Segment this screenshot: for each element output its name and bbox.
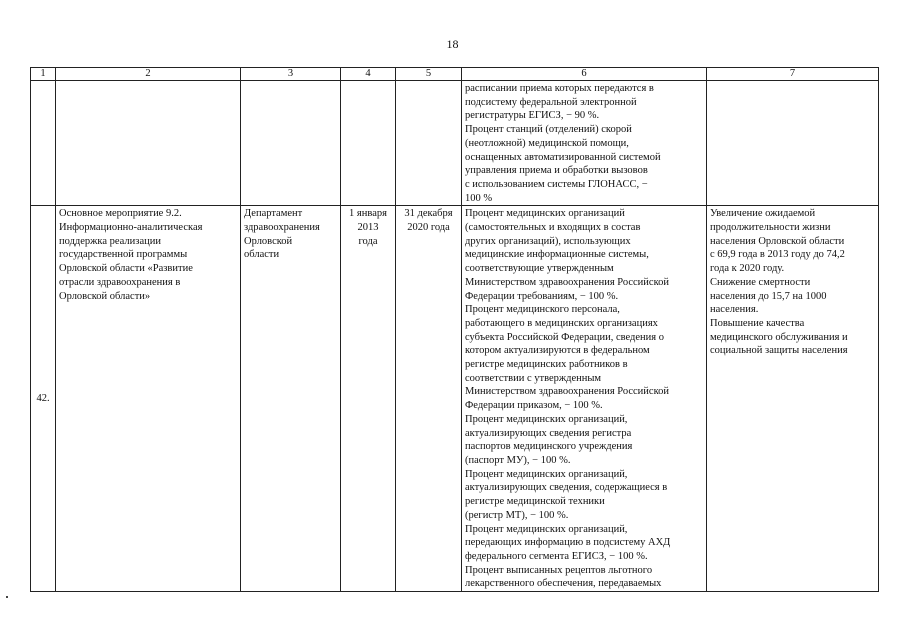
text-line: регистре медицинских работников в (465, 359, 628, 371)
text-line: поддержка реализации (59, 235, 161, 247)
text-line: Орловской области «Развитие (59, 263, 193, 275)
text-line: Министерством здравоохранения Российской (465, 386, 670, 398)
text-line: Федерации приказом, − 100 %. (465, 400, 603, 412)
text-line: Департамент (244, 208, 303, 220)
text-line: 100 % (465, 192, 493, 204)
text-line: регистратуры ЕГИСЗ, − 90 %. (465, 110, 600, 122)
text-line: лекарственного обеспечения, передаваемых (465, 578, 662, 590)
text-line: Снижение смертности (710, 276, 811, 288)
text-line: Орловской (244, 235, 293, 247)
text-line: медицинского обслуживания и (710, 331, 848, 343)
text-line: Процент медицинских организаций, (465, 523, 628, 535)
text-line: Процент выписанных рецептов льготного (465, 564, 653, 576)
text-line: котором актуализируются в федеральном (465, 345, 650, 357)
text-line: здравоохранения (244, 222, 320, 234)
column-header-3: 3 (241, 68, 341, 81)
text-line: социальной защиты населения (710, 345, 848, 357)
text-line: с 69,9 года в 2013 году до 74,2 (710, 249, 845, 261)
page-number: 18 (446, 37, 459, 51)
table-row-42 (31, 206, 879, 592)
text-line: соответствующие утвержденным (465, 263, 614, 275)
start-date-cell (341, 206, 396, 592)
column-header-2: 2 (56, 68, 241, 81)
text-line: года к 2020 году. (710, 263, 785, 275)
continuation-cell-5 (396, 81, 462, 206)
text-line: паспортов медицинского учреждения (465, 441, 633, 453)
text-line: подсистему федеральной электронной (465, 96, 637, 108)
text-line: Федерации требованиям, − 100 %. (465, 290, 619, 302)
text-line: субъекта Российской Федерации, сведения о (465, 331, 665, 343)
text-line: отрасли здравоохранения в (59, 276, 181, 288)
column-header-7: 7 (707, 68, 879, 81)
text-line: регистре медицинской техники (465, 496, 605, 508)
continuation-indicators (462, 81, 707, 206)
text-line: Основное мероприятие 9.2. (59, 208, 182, 220)
results-cell (707, 206, 879, 592)
text-line: 31 декабря (404, 208, 453, 220)
text-line: оснащенных автоматизированной системой (465, 151, 661, 163)
column-header-5: 5 (396, 68, 462, 81)
executor-cell (241, 206, 341, 592)
text-line: управления приема и обработки вызовов (465, 165, 648, 177)
end-date-cell (396, 206, 462, 592)
text-line: с использованием системы ГЛОНАСС, − (465, 178, 648, 190)
text-line: 1 января (349, 208, 387, 220)
text-line: Процент медицинского персонала, (465, 304, 620, 316)
text-line: Орловской области» (59, 290, 151, 302)
text-line: населения. (710, 304, 759, 316)
header-row (31, 68, 879, 81)
text-line: передающих информацию в подсистему АХД (465, 537, 671, 549)
text-line: 2020 года (407, 222, 450, 234)
continuation-cell-2 (56, 81, 241, 206)
column-header-4: 4 (341, 68, 396, 81)
text-line: продолжительности жизни (710, 222, 831, 234)
indicators-cell (462, 206, 707, 592)
text-line: медицинские информационные системы, (465, 249, 649, 261)
text-line: Процент медицинских организаций, (465, 468, 628, 480)
program-table (30, 67, 879, 592)
event-name-cell (56, 206, 241, 592)
text-line: актуализирующих сведения, содержащиеся в (465, 482, 668, 494)
text-line: Процент станций (отделений) скорой (465, 124, 632, 136)
text-line: Процент медицинских организаций (465, 208, 625, 220)
text-line: года (358, 235, 378, 247)
text-line: области (244, 249, 280, 261)
text-line: государственной программы (59, 249, 188, 261)
continuation-cell-4 (341, 81, 396, 206)
row-number: 42. (31, 206, 56, 592)
stray-dot (6, 596, 8, 598)
text-line: других организаций), использующих (465, 235, 631, 247)
text-line: Министерством здравоохранения Российской (465, 276, 670, 288)
column-header-1: 1 (31, 68, 56, 81)
text-line: (регистр МТ), − 100 %. (465, 509, 569, 521)
text-line: населения Орловской области (710, 235, 845, 247)
continuation-cell-7 (707, 81, 879, 206)
text-line: Повышение качества (710, 317, 805, 329)
column-header-6: 6 (462, 68, 707, 81)
text-line: Процент медицинских организаций, (465, 413, 628, 425)
text-line: (самостоятельных и входящих в состав (465, 222, 641, 234)
table-row-continuation (31, 81, 879, 206)
text-line: работающего в медицинских организациях (465, 317, 658, 329)
text-line: Увеличение ожидаемой (710, 208, 816, 220)
text-line: (паспорт МУ), − 100 %. (465, 454, 571, 466)
text-line: федерального сегмента ЕГИСЗ, − 100 %. (465, 550, 648, 562)
text-line: 2013 (357, 222, 379, 234)
text-line: актуализирующих сведения регистра (465, 427, 632, 439)
text-line: населения до 15,7 на 1000 (710, 290, 827, 302)
text-line: расписании приема которых передаются в (465, 83, 654, 94)
continuation-cell-3 (241, 81, 341, 206)
text-line: соответствии с утвержденным (465, 372, 602, 384)
text-line: Информационно-аналитическая (59, 222, 203, 234)
continuation-cell-1 (31, 81, 56, 206)
text-line: (неотложной) медицинской помощи, (465, 137, 629, 149)
